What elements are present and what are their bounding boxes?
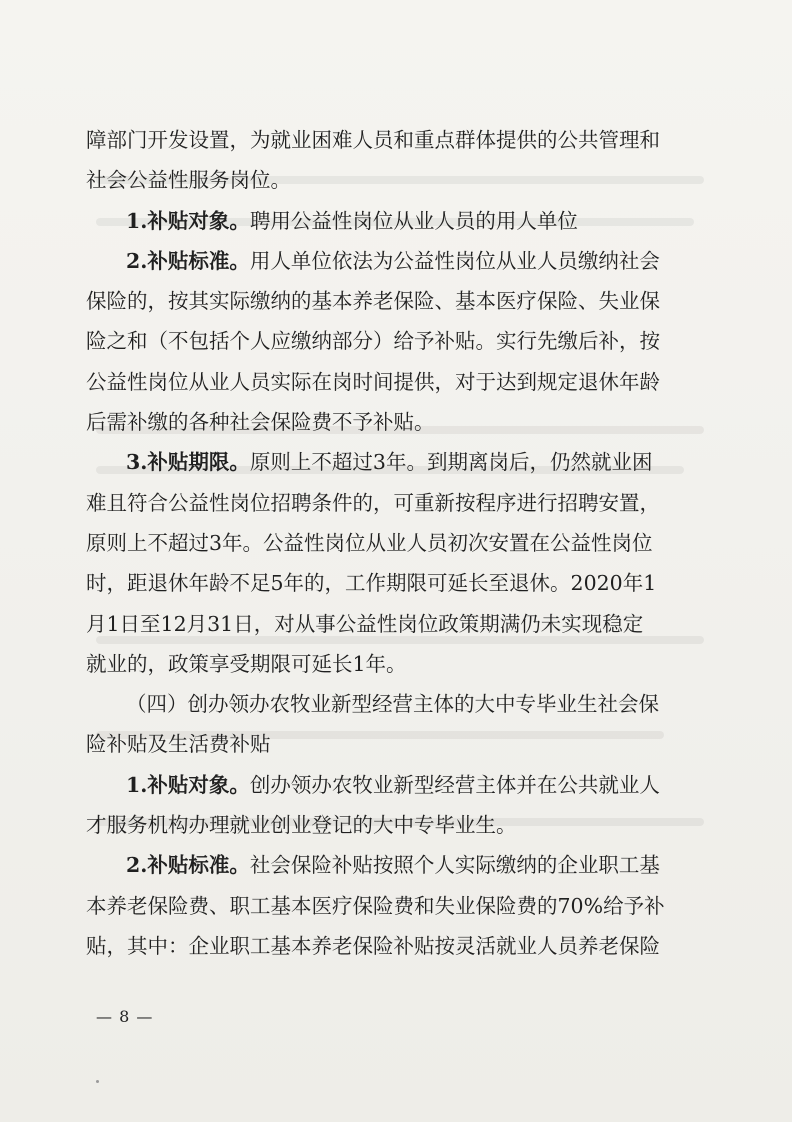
line-10: 难且符合公益性岗位招聘条件的，可重新按程序进行招聘安置， [86, 490, 660, 515]
line-12: 时，距退休年龄不足5年的，工作期限可延长至退休。2020年1 [86, 571, 657, 596]
line-1: 障部门开发设置，为就业困难人员和重点群体提供的公共管理和 [86, 128, 660, 152]
page-number: — 8 — [96, 1007, 154, 1026]
line-16: 险补贴及生活费补贴 [86, 732, 271, 757]
line-2: 社会公益性服务岗位。 [86, 168, 291, 193]
line-14: 就业的，政策享受期限可延长1年。 [86, 651, 407, 676]
line-6: 险之和（不包括个人应缴纳部分）给予补贴。实行先缴后补，按 [86, 329, 660, 354]
line-19: 2.补贴标准。社会保险补贴按照个人实际缴纳的企业职工基 [126, 853, 660, 878]
line-20: 本养老保险费、职工基本医疗保险费和失业保险费的70%给予补 [86, 893, 665, 918]
line-15: （四）创办领办农牧业新型经营主体的大中专毕业生社会保 [126, 692, 659, 717]
line-11: 原则上不超过3年。公益性岗位从业人员初次安置在公益性岗位 [86, 530, 653, 555]
line-5: 保险的，按其实际缴纳的基本养老保险、基本医疗保险、失业保 [86, 289, 660, 314]
line-13: 月1日至12月31日，对从事公益性岗位政策期满仍未实现稳定 [86, 611, 644, 636]
line-7: 公益性岗位从业人员实际在岗时间提供，对于达到规定退休年龄 [86, 369, 660, 394]
document-body [86, 120, 706, 966]
line-9: 3.补贴期限。原则上不超过3年。到期离岗后，仍然就业困 [126, 450, 653, 475]
line-18: 才服务机构办理就业创业登记的大中专毕业生。 [86, 813, 517, 838]
line-3: 1.补贴对象。聘用公益性岗位从业人员的用人单位 [126, 208, 578, 233]
line-4: 2.补贴标准。用人单位依法为公益性岗位从业人员缴纳社会 [126, 248, 660, 273]
line-8: 后需补缴的各种社会保险费不予补贴。 [86, 410, 435, 435]
scan-speck [96, 1080, 99, 1083]
line-21: 贴，其中：企业职工基本养老保险补贴按灵活就业人员养老保险 [86, 933, 660, 958]
line-17: 1.补贴对象。创办领办农牧业新型经营主体并在公共就业人 [126, 772, 660, 797]
